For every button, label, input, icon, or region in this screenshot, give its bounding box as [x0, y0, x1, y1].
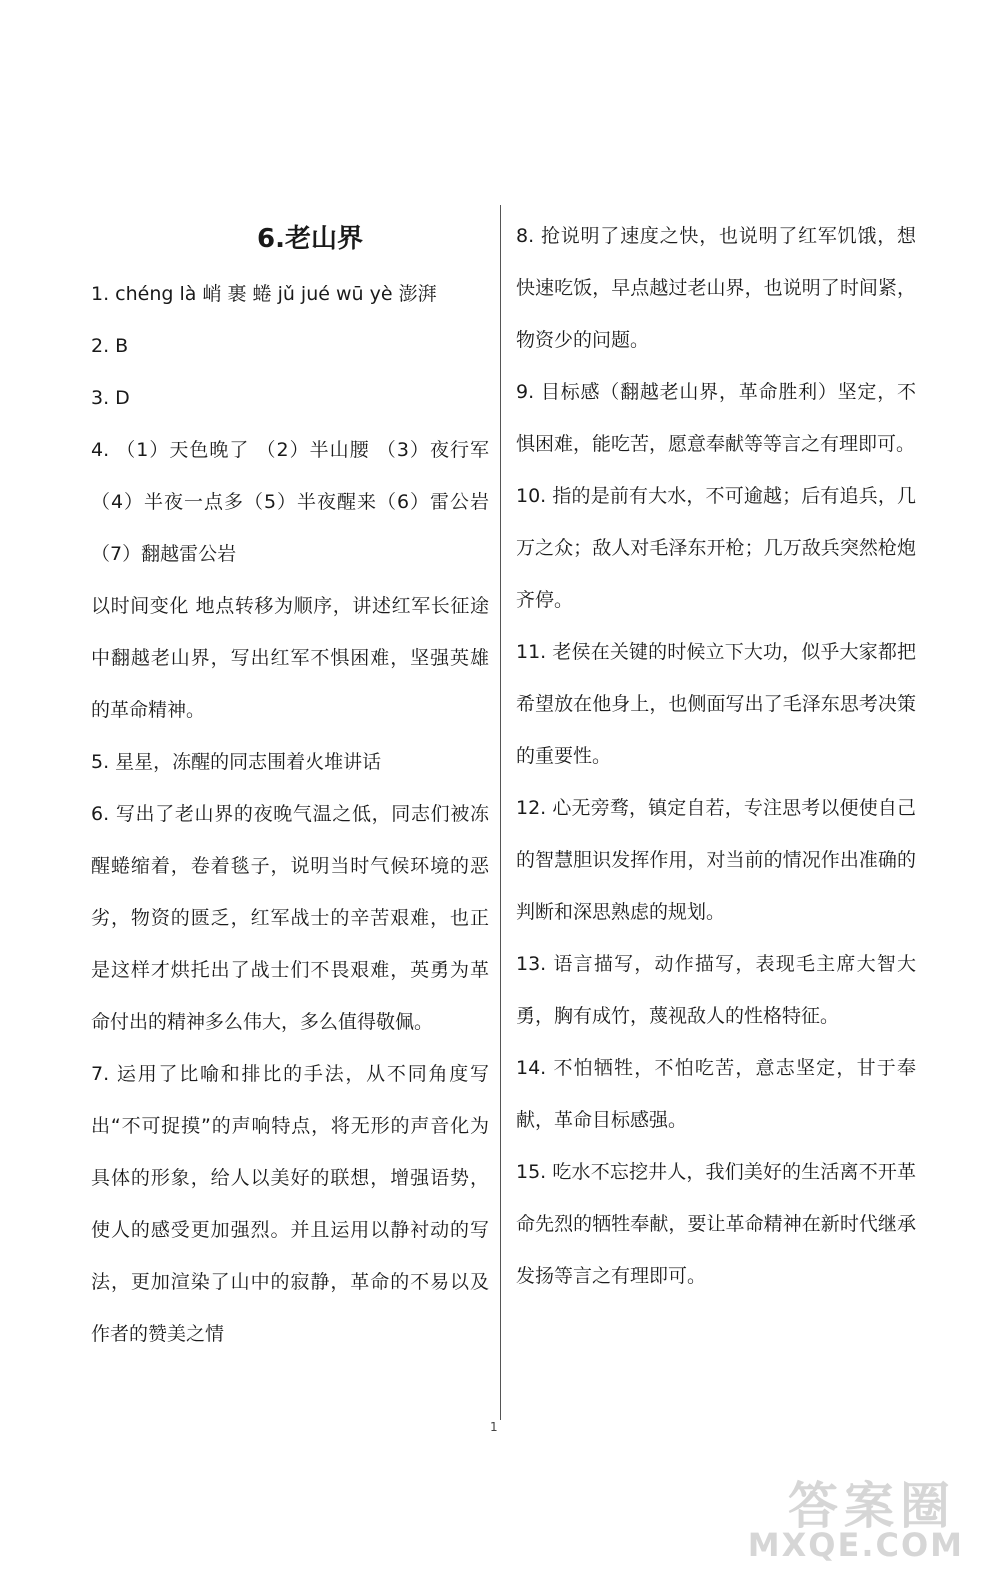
answer-item: 11. 老侯在关键的时候立下大功，似乎大家都把希望放在他身上，也侧面写出了毛泽东思考决策的重要性。: [516, 641, 916, 767]
answer-item: 2. B: [91, 335, 129, 357]
page-title: 6.老山界: [257, 224, 363, 254]
answer-item: 4. （1）天色晚了 （2）半山腰 （3）夜行军（4）半夜一点多（5）半夜醒来（6）雷公岩（7）翻越雷公岩: [91, 439, 489, 565]
answer-item: 8. 抢说明了速度之快，也说明了红军饥饿，想快速吃饭，早点越过老山界，也说明了时间紧，物资少的问题。: [516, 225, 916, 351]
answer-item: 15. 吃水不忘挖井人，我们美好的生活离不开革命先烈的牺牲奉献，要让革命精神在新时代继承发扬等言之有理即可。: [516, 1161, 916, 1287]
answer-item: 10. 指的是前有大水，不可逾越；后有追兵，几万之众；敌人对毛泽东开枪；几万敌兵突然枪炮齐停。: [516, 485, 916, 611]
answer-item: 1. chéng là 峭 裹 蜷 jǔ jué wū yè 澎湃: [91, 283, 437, 305]
answer-item: 9. 目标感（翻越老山界，革命胜利）坚定，不惧困难，能吃苦，愿意奉献等等言之有理即可。: [516, 381, 916, 455]
answer-item: 12. 心无旁骛，镇定自若，专注思考以便使自己的智慧胆识发挥作用，对当前的情况作出准确的判断和深思熟虑的规划。: [516, 797, 916, 923]
right-column: [516, 210, 916, 1302]
answer-item: 5. 星星，冻醒的同志围着火堆讲话: [91, 751, 382, 773]
answer-item: 3. D: [91, 387, 130, 409]
column-divider: [500, 205, 501, 1420]
watermark-cn: 答案圈: [788, 1477, 956, 1535]
watermark-logo: [724, 1464, 974, 1564]
watermark-en: MXQE.COM: [747, 1526, 964, 1564]
left-column: [91, 210, 489, 1360]
answer-item: 7. 运用了比喻和排比的手法，从不同角度写出“不可捉摸”的声响特点，将无形的声音化为具体的形象，给人以美好的联想，增强语势，使人的感受更加强烈。并且运用以静衬动的写法，更加渲染了山中的寂静，革命的不易以及作者的赞美之情: [91, 1063, 489, 1345]
page-number: 1: [490, 1420, 498, 1434]
answer-item: 以时间变化 地点转移为顺序，讲述红军长征途中翻越老山界，写出红军不惧困难，坚强英雄的革命精神。: [91, 595, 489, 721]
answer-item: 13. 语言描写，动作描写，表现毛主席大智大勇，胸有成竹，蔑视敌人的性格特征。: [516, 953, 916, 1027]
answer-item: 6. 写出了老山界的夜晚气温之低，同志们被冻醒蜷缩着，卷着毯子，说明当时气候环境的恶劣，物资的匮乏，红军战士的辛苦艰难，也正是这样才烘托出了战士们不畏艰难，英勇为革命付出的精神多么伟大，多么值得敬佩。: [91, 803, 489, 1033]
answer-item: 14. 不怕牺牲，不怕吃苦，意志坚定，甘于奉献，革命目标感强。: [516, 1057, 916, 1131]
